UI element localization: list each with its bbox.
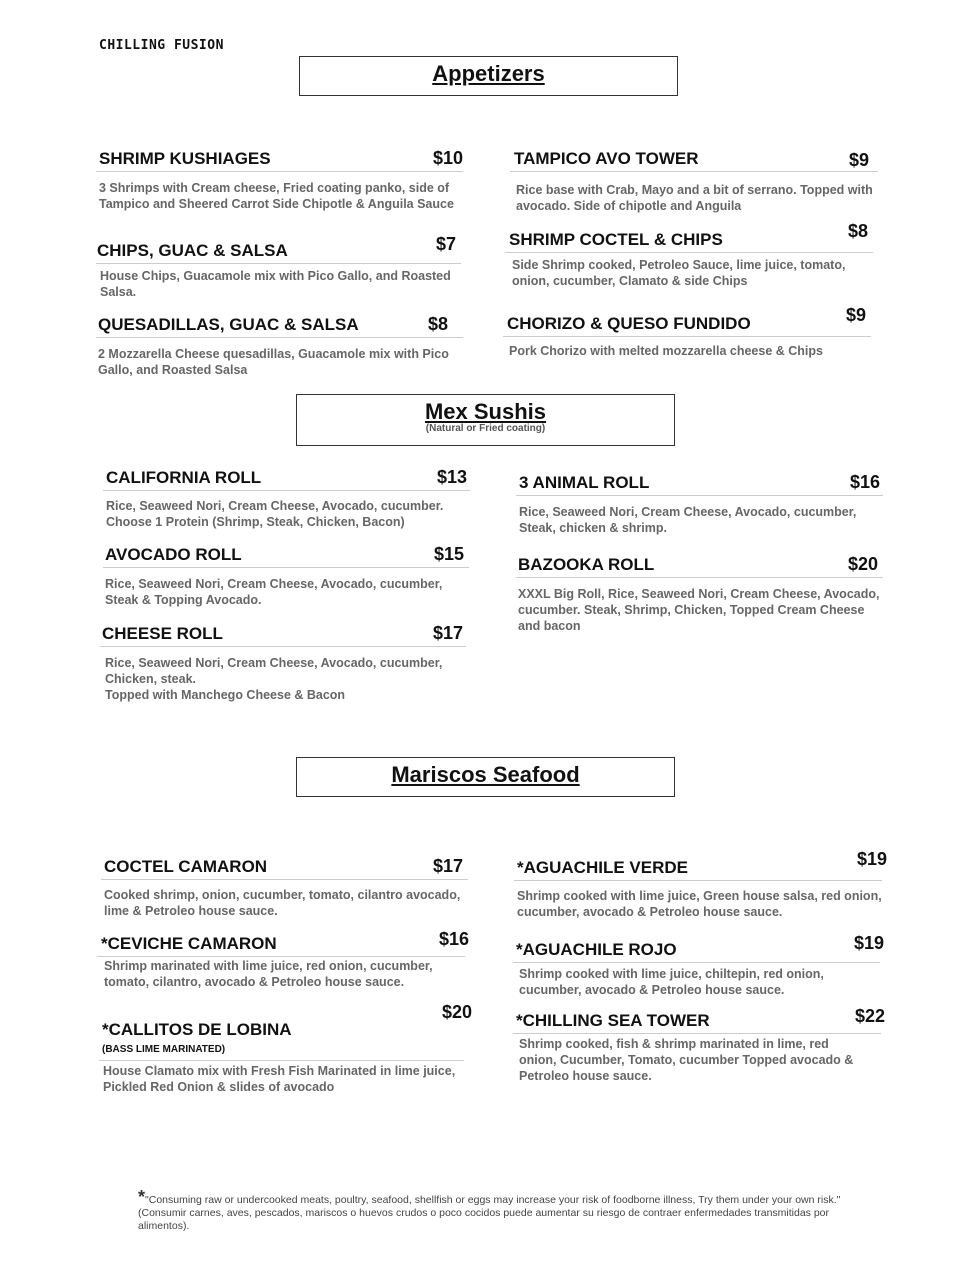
item-price: $13: [437, 467, 468, 487]
menu-item: [99, 1002, 473, 1095]
menu-item: [513, 933, 885, 998]
item-price: $8: [848, 221, 869, 241]
menu-item: [503, 305, 871, 359]
item-price: $16: [850, 472, 881, 492]
asterisk: *: [138, 1187, 146, 1207]
item-price: $19: [854, 933, 885, 953]
item-name: CHORIZO & QUESO FUNDIDO: [507, 314, 751, 333]
menu-item: [513, 1006, 886, 1084]
item-name: SHRIMP KUSHIAGES: [99, 149, 271, 168]
section-title: Mariscos Seafood: [391, 762, 580, 787]
section-title: Mex Sushis: [424, 399, 547, 424]
item-description: Cooked shrimp, onion, cucumber, tomato, cilantro avocado, lime & Petroleo house sauce.: [104, 888, 461, 918]
menu-item: [96, 145, 463, 212]
item-price: $9: [846, 305, 867, 325]
item-name: QUESADILLAS, GUAC & SALSA: [98, 315, 359, 334]
brand-logo: CHILLING FUSION: [99, 38, 224, 53]
item-description: House Chips, Guacamole mix with Pico Gallo, and Roasted Salsa.: [100, 269, 451, 299]
item-price: $19: [857, 849, 888, 869]
item-description: House Clamato mix with Fresh Fish Marinated in lime juice, Pickled Red Onion & slides of avocado: [103, 1064, 456, 1094]
item-price: $16: [439, 929, 470, 949]
item-description: Rice base with Crab, Mayo and a bit of serrano. Topped with avocado. Side of chipotle and Anguila: [516, 183, 873, 213]
section-appetizers-header: [299, 56, 678, 96]
menu-item: [510, 145, 878, 214]
item-description: 3 Shrimps with Cream cheese, Fried coating panko, side of Tampico and Sheered Carrot Side Chipotle & Anguila Sauce: [99, 181, 454, 211]
item-name: *CALLITOS DE LOBINA: [102, 1020, 292, 1039]
item-subtitle: (BASS LIME MARINATED): [102, 1044, 226, 1055]
item-name: *AGUACHILE ROJO: [516, 940, 677, 959]
menu-item: [96, 234, 461, 300]
item-description: 2 Mozzarella Cheese quesadillas, Guacamole mix with Pico Gallo, and Roasted Salsa: [98, 347, 449, 377]
disclaimer-text: "Consuming raw or undercooked meats, poultry, seafood, shellfish or eggs may increase your risk of foodborne illness, Try them under your own risk." (Consumir carnes, aves, pescados, mariscos o huevos crudos o poco cocidos puede aumentar su riesgo de contraer enfermedades transmitidas por alimentos).: [138, 1194, 841, 1232]
item-price: $20: [442, 1002, 473, 1022]
item-name: CALIFORNIA ROLL: [106, 468, 262, 487]
menu-item: [516, 551, 883, 634]
allergy-disclaimer: [138, 1187, 878, 1233]
item-name: *CEVICHE CAMARON: [101, 934, 277, 953]
item-price: $22: [855, 1006, 886, 1026]
item-description: Rice, Seaweed Nori, Cream Cheese, Avocado, cucumber, Chicken, steak. Topped with Manchego Cheese & Bacon: [105, 656, 443, 702]
item-price: $10: [432, 148, 463, 168]
item-price: $7: [436, 234, 457, 254]
section-sushis-header: [296, 394, 675, 446]
item-name: BAZOOKA ROLL: [518, 555, 655, 574]
menu-item: [100, 620, 466, 703]
item-price: $9: [849, 150, 870, 170]
menu-item: [103, 464, 470, 530]
item-description: Rice, Seaweed Nori, Cream Cheese, Avocado, cucumber, Steak, chicken & shrimp.: [519, 505, 857, 535]
item-name: 3 ANIMAL ROLL: [519, 473, 650, 492]
item-name: CHEESE ROLL: [102, 624, 223, 643]
item-description: Shrimp cooked, fish & shrimp marinated in lime, red onion, Cucumber, Tomato, cucumber Topped avocado & Petroleo house sauce.: [519, 1037, 854, 1083]
item-name: *AGUACHILE VERDE: [517, 858, 688, 877]
item-name: *CHILLING SEA TOWER: [516, 1011, 710, 1030]
section-subtitle: (Natural or Fried coating): [425, 423, 546, 434]
item-description: Pork Chorizo with melted mozzarella cheese & Chips: [509, 344, 823, 358]
item-name: SHRIMP COCTEL & CHIPS: [509, 230, 723, 249]
item-name: CHIPS, GUAC & SALSA: [97, 241, 288, 260]
menu-item: [97, 929, 470, 990]
item-description: Shrimp cooked with lime juice, Green house salsa, red onion, cucumber, avocado & Petroleo house sauce.: [517, 889, 882, 919]
menu-item: [101, 853, 468, 919]
menu-item: [514, 849, 888, 920]
item-name: COCTEL CAMARON: [104, 857, 268, 876]
item-name: AVOCADO ROLL: [105, 545, 242, 564]
item-description: Rice, Seaweed Nori, Cream Cheese, Avocado, cucumber, Steak & Topping Avocado.: [105, 577, 443, 607]
item-price: $8: [428, 314, 449, 334]
item-description: Shrimp cooked with lime juice, chiltepin, red onion, cucumber, avocado & Petroleo house sauce.: [519, 967, 824, 997]
item-description: Rice, Seaweed Nori, Cream Cheese, Avocado, cucumber. Choose 1 Protein (Shrimp, Steak, Chicken, Bacon): [106, 499, 444, 529]
item-description: Shrimp marinated with lime juice, red onion, cucumber, tomato, cilantro, avocado & Petroleo house sauce.: [104, 959, 433, 989]
item-price: $20: [848, 554, 879, 574]
item-description: XXXL Big Roll, Rice, Seaweed Nori, Cream Cheese, Avocado, cucumber. Steak, Shrimp, Chicken, Topped Cream Cheese and bacon: [518, 587, 880, 633]
item-description: Side Shrimp cooked, Petroleo Sauce, lime juice, tomato, onion, cucumber, Clamato & side Chips: [512, 258, 846, 288]
menu-item: [505, 221, 873, 289]
menu-item: [103, 541, 469, 608]
item-price: $17: [433, 856, 464, 876]
section-title: Appetizers: [432, 61, 545, 86]
menu-item: [96, 311, 463, 378]
section-seafood-header: [296, 757, 675, 797]
item-price: $17: [433, 623, 464, 643]
item-price: $15: [434, 544, 465, 564]
menu-item: [516, 469, 883, 536]
item-name: TAMPICO AVO TOWER: [514, 149, 699, 168]
